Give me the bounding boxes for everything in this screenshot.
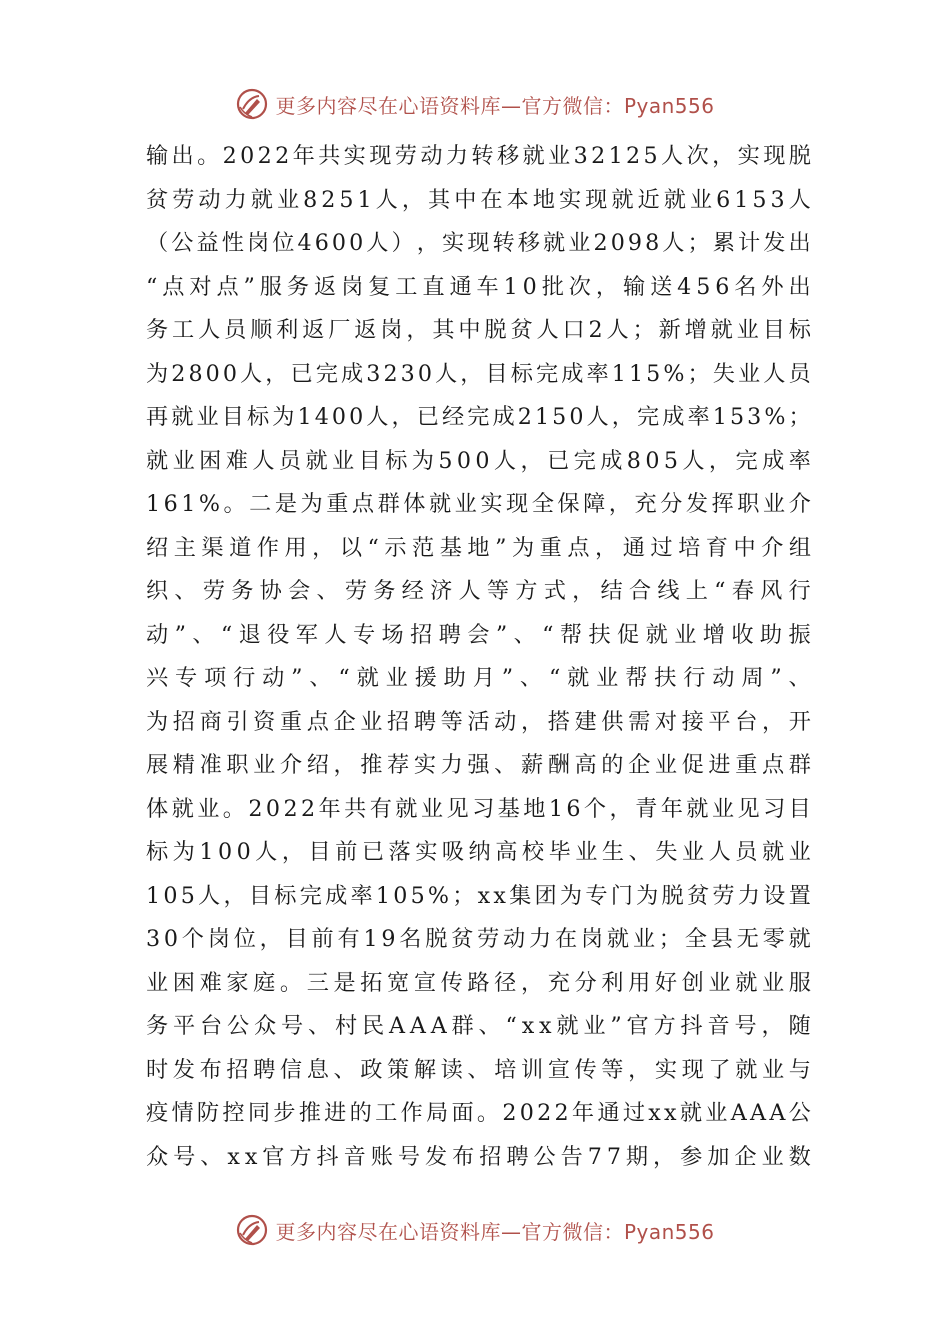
footer-banner bbox=[0, 1210, 950, 1250]
text-line: 再 就 业 目 标 为 1 4 0 0 人 ， 已 经 完 成 2 1 5 0 人 ， 完 成 率 1 5 3 % ； bbox=[146, 404, 811, 430]
text-line: 1 6 1 % 。 二 是 为 重 点 群 体 就 业 实 现 全 保 障 ， 充 分 发 挥 职 业 介 bbox=[146, 491, 811, 517]
text-line: 贫 劳 动 力 就 业 8 2 5 1 人 ， 其 中 在 本 地 实 现 就 近 就 业 6 1 5 3 人 bbox=[146, 186, 811, 213]
footer-banner-text: 更多内容尽在心语资料库—官方微信：Pyan556 bbox=[275, 1219, 715, 1244]
header-banner-inner bbox=[235, 87, 714, 121]
text-line: 绍 主 渠 道 作 用 ， 以 “ 示 范 基 地 ” 为 重 点 ， 通 过 培 育 中 介 组 bbox=[146, 534, 811, 561]
text-line: 时 发 布 招 聘 信 息 、 政 策 解 读 、 培 训 宣 传 等 ， 实 现 了 就 业 与 bbox=[146, 1056, 811, 1083]
text-line: 疫 情 防 控 同 步 推 进 的 工 作 局 面 。 2 0 2 2 年 通 过 x x 就 业 A A A 公 bbox=[146, 1100, 811, 1126]
text-line: 兴 专 项 行 动 ” 、 “ 就 业 援 助 月 ” 、 “ 就 业 帮 扶 行 动 周 ” 、 bbox=[146, 665, 811, 691]
pen-swirl-icon bbox=[235, 87, 269, 121]
text-line: 就 业 困 难 人 员 就 业 目 标 为 5 0 0 人 ， 已 完 成 8 0 5 人 ， 完 成 率 bbox=[146, 447, 811, 474]
text-line: 标 为 1 0 0 人 ， 目 前 已 落 实 吸 纳 高 校 毕 业 生 、 失 业 人 员 就 业 bbox=[146, 839, 811, 865]
text-line: “ 点 对 点 ” 服 务 返 岗 复 工 直 通 车 1 0 批 次 ， 输 送 4 5 6 名 外 出 bbox=[146, 273, 811, 300]
document-body bbox=[146, 135, 811, 1179]
header-banner-text: 更多内容尽在心语资料库—官方微信：Pyan556 bbox=[275, 93, 715, 118]
text-line: 务 工 人 员 顺 利 返 厂 返 岗 ， 其 中 脱 贫 人 口 2 人 ； 新 增 就 业 目 标 bbox=[146, 317, 811, 343]
text-line: 业 困 难 家 庭 。 三 是 拓 宽 宣 传 路 径 ， 充 分 利 用 好 创 业 就 业 服 bbox=[146, 969, 811, 996]
text-line: 输 出 。 2 0 2 2 年 共 实 现 劳 动 力 转 移 就 业 3 2 1 2 5 人 次 ， 实 现 脱 bbox=[146, 143, 811, 169]
text-line: 体 就 业 。 2 0 2 2 年 共 有 就 业 见 习 基 地 1 6 个 ， 青 年 就 业 见 习 目 bbox=[146, 795, 811, 822]
text-line: （ 公 益 性 岗 位 4 6 0 0 人 ） ， 实 现 转 移 就 业 2 0 9 8 人 ； 累 计 发 出 bbox=[146, 230, 811, 256]
text-line: 务 平 台 公 众 号 、 村 民 A A A 群 、 “ x x 就 业 ” 官 方 抖 音 号 ， 随 bbox=[146, 1013, 811, 1039]
text-line: 众 号 、 x x 官 方 抖 音 账 号 发 布 招 聘 公 告 7 7 期 ， 参 加 企 业 数 bbox=[146, 1143, 811, 1170]
pen-swirl-icon bbox=[235, 1213, 269, 1247]
header-banner bbox=[0, 84, 950, 124]
footer-banner-inner bbox=[235, 1213, 714, 1247]
text-line: 织 、 劳 务 协 会 、 劳 务 经 济 人 等 方 式 ， 结 合 线 上 “ 春 风 行 bbox=[146, 578, 811, 604]
text-line: 为 2 8 0 0 人 ， 已 完 成 3 2 3 0 人 ， 目 标 完 成 率 1 1 5 % ； 失 业 人 员 bbox=[146, 360, 811, 387]
text-line: 展 精 准 职 业 介 绍 ， 推 荐 实 力 强 、 薪 酬 高 的 企 业 促 进 重 点 群 bbox=[146, 752, 811, 778]
text-line: 动 ” 、 “ 退 役 军 人 专 场 招 聘 会 ” 、 “ 帮 扶 促 就 业 增 收 助 振 bbox=[146, 621, 811, 648]
text-line: 为 招 商 引 资 重 点 企 业 招 聘 等 活 动 ， 搭 建 供 需 对 接 平 台 ， 开 bbox=[146, 708, 811, 735]
text-line: 1 0 5 人 ， 目 标 完 成 率 1 0 5 % ； x x 集 团 为 专 门 为 脱 贫 劳 力 设 置 bbox=[146, 882, 811, 909]
text-line: 3 0 个 岗 位 ， 目 前 有 1 9 名 脱 贫 劳 动 力 在 岗 就 业 ； 全 县 无 零 就 bbox=[146, 926, 811, 952]
